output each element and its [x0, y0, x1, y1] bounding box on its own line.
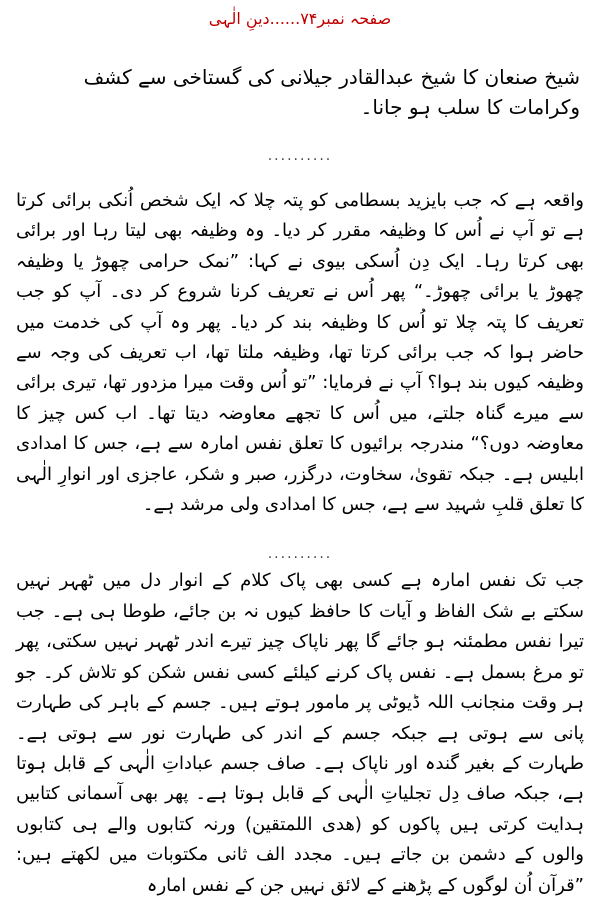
paragraph: جب تک نفس امارہ ہے کسی بھی پاک کلام کے انوار دل میں ٹھہر نہیں سکتے بے شک الفاظ و آیات کا حافظ کیوں نہ بن جائے، طوطا ہی ہے۔ جب تیرا نفس مطمئنہ ہو جائے گا پھر ناپاک چیز تیرے اندر ٹھہر نہیں سکتی، پھر تو مرغ بسمل ہے۔ نفس پاک کرنے کیلئے کسی نفس شکن کو تلاش کر۔ جو ہر وقت منجانب اللہ ڈیوٹی پر مامور ہوتے ہیں۔ جسم کے باہر کی طہارت پانی سے ہوتی ہے جبکہ جسم کے اندر کی طہارت نور سے ہوتی ہے۔ طہارت کے بغیر گندہ اور ناپاک ہے۔ صاف جسم عباداتِ الٰہی کے قابل ہوتا ہے، جبکہ صاف دِل تجلیاتِ الٰہی کے قابل ہوتا ہے۔ پھر بھی آسمانی کتابیں ہدایت کرتی ہیں پاکوں کو (ھدی اللمتقین) ورنہ کتابوں والے ہی کتابوں والوں کے دشمن بن جاتے ہیں۔ مجدد الف ثانی مکتوبات میں لکھتے ہیں: ”قرآن اُن لوگوں کے پڑھنے کے لائق نہیں جن کے نفس امارہ: [16, 570, 584, 896]
paragraph: واقعہ ہے کہ جب بایزید بسطامی کو پتہ چلا کہ ایک شخص اُنکی برائی کرتا ہے تو آپ نے اُس کا وظیفہ مقرر کر دیا۔ وہ وظیفہ بھی لیتا رہا اور برائی بھی کرتا رہا۔ ایک دِن اُسکی بیوی نے کہا: ”نمک حرامی چھوڑ یا وظیفہ چھوڑ یا برائی چھوڑ۔“ پھر اُس نے تعریف کرنا شروع کر دی۔ آپ کو جب تعریف کا پتہ چلا تو اُس کا وظیفہ بند کر دیا۔ پھر وہ آپ کی خدمت میں حاضر ہوا کہ جب برائی کرتا تھا، وظیفہ ملتا تھا، اب تعریف کی وجہ سے وظیفہ کیوں بند ہوا؟ آپ نے فرمایا: ”تو اُس وقت میرا مزدور تھا، تیری برائی سے میرے گناہ جلتے، میں اُس کا تجھے معاوضہ دیتا تھا۔ اب کس چیز کا معاوضہ دوں؟“ مندرجہ برائیوں کا تعلق نفس امارہ سے ہے، جس کا امدادی ابلیس ہے۔ جبکہ تقویٰ، سخاوت، درگزر، صبر و شکر، عاجزی اور انوارِ الٰہی کا تعلق قلبِ شہید سے ہے، جس کا امدادی ولی مرشد ہے۔: [16, 190, 584, 516]
page-header: صفحہ نمبر۷۴......دینِ الٰہی: [208, 9, 392, 28]
divider-dots: ..........: [267, 148, 333, 164]
divider-dots: ..........: [267, 546, 333, 563]
section-heading: شیخ صنعان کا شیخ عبدالقادر جیلانی کی گستاخی سے کشف وکرامات کا سلب ہو جانا۔: [83, 65, 580, 119]
